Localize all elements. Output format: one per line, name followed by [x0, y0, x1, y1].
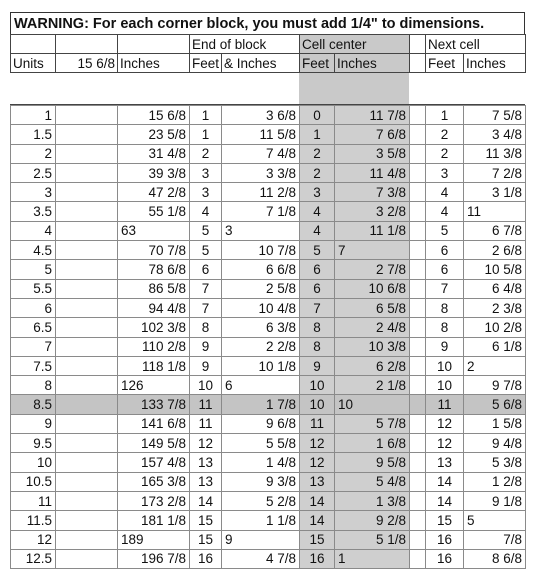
cell-nc-inches: 6 1/8	[464, 337, 526, 356]
cell-cc-inches: 11 1/8	[335, 221, 410, 240]
warning-banner: WARNING: For each corner block, you must add 1/4" to dimensions.	[10, 12, 525, 34]
cell-eob-feet: 9	[190, 337, 222, 356]
cell-nc-feet: 6	[426, 241, 464, 260]
table-row	[11, 163, 526, 182]
table-row	[11, 298, 526, 317]
cell-blank	[56, 241, 118, 260]
table-row	[11, 511, 526, 530]
cell-cc-inches: 5 4/8	[335, 472, 410, 491]
cell-eob-inches: 7 1/8	[222, 202, 300, 221]
cell-cc-feet: 13	[300, 472, 335, 491]
cell-cc-feet: 1	[300, 125, 335, 144]
cell-blank	[410, 202, 426, 221]
cell-cc-feet: 2	[300, 163, 335, 182]
cell-eob-feet: 15	[190, 511, 222, 530]
table-row	[11, 530, 526, 549]
cell-units: 7	[11, 337, 56, 356]
cell-eob-inches: 10 7/8	[222, 241, 300, 260]
cell-eob-feet: 13	[190, 472, 222, 491]
cell-blank	[56, 337, 118, 356]
cell-nc-feet: 5	[426, 221, 464, 240]
cell-cc-feet: 11	[300, 414, 335, 433]
cell-nc-feet: 10	[426, 356, 464, 375]
cell-units: 9.5	[11, 434, 56, 453]
cell-nc-feet: 12	[426, 414, 464, 433]
cell-blank	[410, 279, 426, 298]
cell-cc-feet: 14	[300, 511, 335, 530]
cell-units: 1.5	[11, 125, 56, 144]
cell-blank	[410, 183, 426, 202]
cell-nc-inches: 9 1/8	[464, 491, 526, 510]
cell-nc-feet: 3	[426, 163, 464, 182]
cell-eob-feet: 12	[190, 434, 222, 453]
cell-units: 1	[11, 106, 56, 125]
cell-nc-inches: 1 5/8	[464, 414, 526, 433]
cell-units: 12.5	[11, 549, 56, 568]
cell-blank	[56, 549, 118, 568]
cell-eob-inches: 3 6/8	[222, 106, 300, 125]
cell-blank	[410, 163, 426, 182]
cell-inches: 157 4/8	[118, 453, 190, 472]
header-row-1	[11, 35, 526, 54]
table-row	[11, 183, 526, 202]
cell-eob-inches: 6 6/8	[222, 260, 300, 279]
cell-blank	[410, 530, 426, 549]
cell-cc-feet: 3	[300, 183, 335, 202]
header-end-of-block: End of block	[190, 35, 300, 54]
cell-nc-feet: 8	[426, 318, 464, 337]
table-row	[11, 125, 526, 144]
cell-cc-inches: 10 6/8	[335, 279, 410, 298]
cell-cc-inches: 2 7/8	[335, 260, 410, 279]
cell-cc-inches: 9 2/8	[335, 511, 410, 530]
header-units: Units	[11, 54, 56, 73]
header-table	[10, 34, 526, 73]
cell-units: 3	[11, 183, 56, 202]
cell-inches: 31 4/8	[118, 144, 190, 163]
cell-inches: 149 5/8	[118, 434, 190, 453]
cell-nc-feet: 9	[426, 337, 464, 356]
cell-cc-inches: 6 2/8	[335, 356, 410, 375]
cell-eob-inches: 2 5/8	[222, 279, 300, 298]
dimensions-rows	[11, 106, 526, 569]
header-cc-feet: Feet	[300, 54, 335, 73]
cell-eob-feet: 9	[190, 356, 222, 375]
cell-inches: 133 7/8	[118, 395, 190, 414]
cell-eob-inches: 9 6/8	[222, 414, 300, 433]
cell-blank	[410, 337, 426, 356]
cell-nc-inches: 11	[464, 202, 526, 221]
cell-nc-feet: 1	[426, 106, 464, 125]
table-row	[11, 337, 526, 356]
cell-eob-inches: 10 4/8	[222, 298, 300, 317]
cell-cc-inches: 7 3/8	[335, 183, 410, 202]
cell-eob-inches: 9	[222, 530, 300, 549]
cell-units: 10	[11, 453, 56, 472]
cell-cc-feet: 16	[300, 549, 335, 568]
cell-blank	[410, 298, 426, 317]
cell-blank	[56, 530, 118, 549]
cell-blank	[56, 183, 118, 202]
cell-blank	[56, 125, 118, 144]
cell-nc-inches: 1 2/8	[464, 472, 526, 491]
cell-cc-inches: 7	[335, 241, 410, 260]
cell-blank	[56, 279, 118, 298]
cell-cc-feet: 10	[300, 395, 335, 414]
cell-nc-feet: 8	[426, 298, 464, 317]
cell-eob-inches: 4 7/8	[222, 549, 300, 568]
cell-blank	[410, 549, 426, 568]
cell-cc-inches: 6 5/8	[335, 298, 410, 317]
cell-cc-inches: 1 6/8	[335, 434, 410, 453]
cell-eob-feet: 1	[190, 125, 222, 144]
cell-blank	[410, 395, 426, 414]
cell-blank	[56, 144, 118, 163]
cell-inches: 23 5/8	[118, 125, 190, 144]
cell-eob-inches: 11 2/8	[222, 183, 300, 202]
cell-inches: 126	[118, 376, 190, 395]
cell-units: 12	[11, 530, 56, 549]
cell-nc-inches: 8 6/8	[464, 549, 526, 568]
table-row	[11, 453, 526, 472]
cell-units: 7.5	[11, 356, 56, 375]
cell-eob-inches: 1 7/8	[222, 395, 300, 414]
cell-blank	[56, 453, 118, 472]
cell-cc-inches: 3 5/8	[335, 144, 410, 163]
cell-eob-inches: 6	[222, 376, 300, 395]
cell-nc-feet: 4	[426, 202, 464, 221]
cell-inches: 55 1/8	[118, 202, 190, 221]
cell-eob-inches: 1 4/8	[222, 453, 300, 472]
cell-nc-inches: 5 6/8	[464, 395, 526, 414]
cell-blank	[410, 491, 426, 510]
cell-blank	[56, 106, 118, 125]
cell-cc-inches: 5 7/8	[335, 414, 410, 433]
cell-nc-inches: 3 4/8	[464, 125, 526, 144]
cell-eob-feet: 11	[190, 395, 222, 414]
cell-blank	[56, 260, 118, 279]
cell-nc-inches: 7 5/8	[464, 106, 526, 125]
cell-inches: 189	[118, 530, 190, 549]
cell-inches: 181 1/8	[118, 511, 190, 530]
table-row	[11, 106, 526, 125]
cell-blank	[56, 472, 118, 491]
cell-nc-feet: 2	[426, 144, 464, 163]
cell-inches: 110 2/8	[118, 337, 190, 356]
cell-cc-feet: 4	[300, 221, 335, 240]
cell-eob-feet: 7	[190, 298, 222, 317]
dimensions-table	[10, 105, 526, 569]
cell-inches: 118 1/8	[118, 356, 190, 375]
table-row	[11, 260, 526, 279]
header-nc-inches: Inches	[464, 54, 526, 73]
cell-inches: 173 2/8	[118, 491, 190, 510]
cell-cc-feet: 8	[300, 318, 335, 337]
cell-cc-feet: 10	[300, 376, 335, 395]
cell-cc-inches: 10	[335, 395, 410, 414]
cell-inches: 86 5/8	[118, 279, 190, 298]
cell-eob-feet: 7	[190, 279, 222, 298]
cell-nc-inches: 10 5/8	[464, 260, 526, 279]
cell-blank	[410, 453, 426, 472]
header-row-2	[11, 54, 526, 73]
cell-units: 8.5	[11, 395, 56, 414]
cell-nc-feet: 14	[426, 472, 464, 491]
cell-nc-inches: 5	[464, 511, 526, 530]
table-row	[11, 434, 526, 453]
cell-blank	[410, 434, 426, 453]
cell-cc-inches: 11 7/8	[335, 106, 410, 125]
cell-cc-feet: 12	[300, 453, 335, 472]
cell-nc-feet: 6	[426, 260, 464, 279]
cell-nc-inches: 11 3/8	[464, 144, 526, 163]
cell-inches: 47 2/8	[118, 183, 190, 202]
cell-cc-inches: 3 2/8	[335, 202, 410, 221]
cell-blank	[56, 318, 118, 337]
cell-units: 3.5	[11, 202, 56, 221]
cell-cc-inches: 1 3/8	[335, 491, 410, 510]
cell-cc-feet: 9	[300, 356, 335, 375]
cell-cc-inches: 5 1/8	[335, 530, 410, 549]
cell-cc-feet: 6	[300, 260, 335, 279]
table-row	[11, 472, 526, 491]
cell-eob-inches: 1 1/8	[222, 511, 300, 530]
cell-units: 2	[11, 144, 56, 163]
cell-cc-inches: 7 6/8	[335, 125, 410, 144]
cell-eob-inches: 9 3/8	[222, 472, 300, 491]
cell-cc-feet: 4	[300, 202, 335, 221]
cell-blank	[410, 221, 426, 240]
cell-units: 2.5	[11, 163, 56, 182]
cell-inches: 78 6/8	[118, 260, 190, 279]
cell-blank	[56, 376, 118, 395]
cell-cc-inches: 10 3/8	[335, 337, 410, 356]
cell-blank	[410, 144, 426, 163]
cell-eob-inches: 7 4/8	[222, 144, 300, 163]
cell-eob-feet: 5	[190, 221, 222, 240]
cell-eob-inches: 3	[222, 221, 300, 240]
cell-eob-inches: 6 3/8	[222, 318, 300, 337]
cell-cc-inches: 1	[335, 549, 410, 568]
table-row	[11, 279, 526, 298]
cell-nc-inches: 2	[464, 356, 526, 375]
table-row	[11, 318, 526, 337]
cell-nc-inches: 7/8	[464, 530, 526, 549]
cell-nc-feet: 7	[426, 279, 464, 298]
cell-cc-inches: 11 4/8	[335, 163, 410, 182]
cell-blank	[56, 511, 118, 530]
cell-cc-feet: 14	[300, 491, 335, 510]
cell-blank	[56, 356, 118, 375]
cell-inches: 94 4/8	[118, 298, 190, 317]
cell-blank	[56, 202, 118, 221]
cell-nc-feet: 12	[426, 434, 464, 453]
cell-cc-feet: 6	[300, 279, 335, 298]
cell-blank	[56, 221, 118, 240]
cell-blank	[56, 491, 118, 510]
cell-nc-inches: 2 6/8	[464, 241, 526, 260]
cell-cc-feet: 7	[300, 298, 335, 317]
cell-eob-feet: 4	[190, 202, 222, 221]
cell-blank	[410, 106, 426, 125]
cell-units: 11.5	[11, 511, 56, 530]
cell-cc-feet: 8	[300, 337, 335, 356]
header-blank	[56, 35, 118, 54]
table-row	[11, 414, 526, 433]
cell-nc-feet: 16	[426, 549, 464, 568]
cell-eob-feet: 10	[190, 376, 222, 395]
cell-eob-feet: 5	[190, 241, 222, 260]
table-row	[11, 491, 526, 510]
cell-nc-inches: 3 1/8	[464, 183, 526, 202]
header-eob-feet: Feet	[190, 54, 222, 73]
cell-blank	[56, 163, 118, 182]
cell-blank	[410, 260, 426, 279]
cell-eob-feet: 16	[190, 549, 222, 568]
cell-eob-feet: 6	[190, 260, 222, 279]
header-blank	[410, 54, 426, 73]
cell-eob-feet: 13	[190, 453, 222, 472]
header-cell-center: Cell center	[300, 35, 410, 54]
header-eob-inches: & Inches	[222, 54, 300, 73]
cell-eob-feet: 8	[190, 318, 222, 337]
cell-nc-inches: 2 3/8	[464, 298, 526, 317]
header-inches: Inches	[118, 54, 190, 73]
header-blank	[11, 35, 56, 54]
cell-units: 9	[11, 414, 56, 433]
cell-units: 11	[11, 491, 56, 510]
cell-nc-feet: 4	[426, 183, 464, 202]
cell-units: 6	[11, 298, 56, 317]
cell-cc-feet: 12	[300, 434, 335, 453]
cell-nc-inches: 6 7/8	[464, 221, 526, 240]
cell-eob-feet: 2	[190, 144, 222, 163]
cell-nc-inches: 5 3/8	[464, 453, 526, 472]
cell-cc-inches: 2 4/8	[335, 318, 410, 337]
cell-eob-feet: 15	[190, 530, 222, 549]
cell-inches: 70 7/8	[118, 241, 190, 260]
cell-nc-feet: 15	[426, 511, 464, 530]
cell-units: 6.5	[11, 318, 56, 337]
cell-units: 10.5	[11, 472, 56, 491]
cell-eob-inches: 3 3/8	[222, 163, 300, 182]
table-row	[11, 549, 526, 568]
cell-blank	[56, 414, 118, 433]
cell-blank	[410, 472, 426, 491]
table-row	[11, 241, 526, 260]
cell-eob-inches: 11 5/8	[222, 125, 300, 144]
cell-inches: 141 6/8	[118, 414, 190, 433]
cell-inches: 15 6/8	[118, 106, 190, 125]
cell-blank	[410, 241, 426, 260]
cell-cc-feet: 15	[300, 530, 335, 549]
cell-nc-inches: 9 4/8	[464, 434, 526, 453]
cell-inches: 165 3/8	[118, 472, 190, 491]
cell-inches: 63	[118, 221, 190, 240]
cell-units: 5.5	[11, 279, 56, 298]
cell-eob-inches: 10 1/8	[222, 356, 300, 375]
cell-nc-inches: 9 7/8	[464, 376, 526, 395]
cell-nc-feet: 2	[426, 125, 464, 144]
header-cc-inches: Inches	[335, 54, 410, 73]
table-row	[11, 221, 526, 240]
table-row	[11, 144, 526, 163]
cell-blank	[56, 298, 118, 317]
cell-eob-feet: 3	[190, 183, 222, 202]
cell-units: 8	[11, 376, 56, 395]
cell-eob-inches: 5 2/8	[222, 491, 300, 510]
table-row	[11, 356, 526, 375]
header-blank	[118, 35, 190, 54]
cell-nc-inches: 7 2/8	[464, 163, 526, 182]
cell-eob-inches: 2 2/8	[222, 337, 300, 356]
cell-nc-feet: 10	[426, 376, 464, 395]
cell-units: 4.5	[11, 241, 56, 260]
cell-cc-feet: 5	[300, 241, 335, 260]
cell-blank	[410, 318, 426, 337]
header-nc-feet: Feet	[426, 54, 464, 73]
cell-eob-feet: 11	[190, 414, 222, 433]
cell-eob-feet: 14	[190, 491, 222, 510]
cell-blank	[410, 511, 426, 530]
cell-cc-inches: 2 1/8	[335, 376, 410, 395]
cell-cc-inches: 9 5/8	[335, 453, 410, 472]
cell-eob-feet: 1	[190, 106, 222, 125]
cell-nc-inches: 10 2/8	[464, 318, 526, 337]
cell-inches: 102 3/8	[118, 318, 190, 337]
cell-inches: 196 7/8	[118, 549, 190, 568]
cell-blank	[410, 125, 426, 144]
cell-nc-feet: 13	[426, 453, 464, 472]
cell-units: 5	[11, 260, 56, 279]
cell-blank	[410, 376, 426, 395]
cell-blank	[56, 434, 118, 453]
cell-units: 4	[11, 221, 56, 240]
header-next-cell: Next cell	[426, 35, 526, 54]
cell-blank	[410, 356, 426, 375]
header-blank	[410, 35, 426, 54]
header-block-length: 15 6/8	[56, 54, 118, 73]
cell-eob-feet: 3	[190, 163, 222, 182]
cell-nc-feet: 16	[426, 530, 464, 549]
cell-cc-feet: 0	[300, 106, 335, 125]
table-row	[11, 202, 526, 221]
cell-eob-inches: 5 5/8	[222, 434, 300, 453]
cell-nc-inches: 6 4/8	[464, 279, 526, 298]
table-row	[11, 376, 526, 395]
cell-blank	[56, 395, 118, 414]
table-row	[11, 395, 526, 414]
cell-blank	[410, 414, 426, 433]
cell-nc-feet: 11	[426, 395, 464, 414]
cell-cc-feet: 2	[300, 144, 335, 163]
cell-inches: 39 3/8	[118, 163, 190, 182]
cell-nc-feet: 14	[426, 491, 464, 510]
